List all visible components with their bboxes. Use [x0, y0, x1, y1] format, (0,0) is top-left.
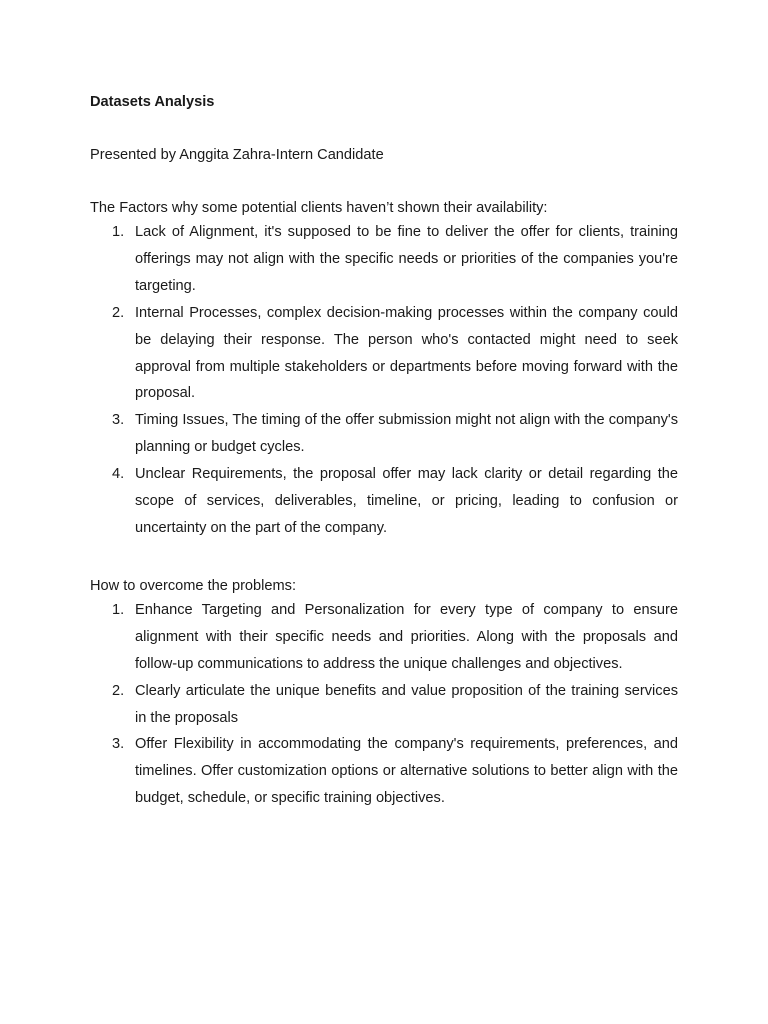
list-item-text: Offer Flexibility in accommodating the company's requirements, preferences, and timelines. Offer customization options or alternative solutions to better align with the budget, schedule, or specific training objectives.: [135, 736, 678, 807]
list-item-number: 3.: [112, 736, 125, 753]
list-item: [90, 731, 678, 812]
list-item: [90, 597, 678, 678]
list-item-number: 2.: [112, 304, 125, 321]
presenter-line: Presented by Anggita Zahra-Intern Candidate: [90, 147, 384, 163]
list-item-number: 4.: [112, 466, 125, 483]
solutions-list: [90, 597, 678, 812]
list-item-text: Unclear Requirements, the proposal offer may lack clarity or detail regarding the scope of services, deliverables, timeline, or pricing, leading to confusion or uncertainty on the part of the company.: [135, 466, 678, 536]
list-item-text: Timing Issues, The timing of the offer submission might not align with the company's planning or budget cycles.: [135, 412, 678, 456]
list-item-text: Lack of Alignment, it's supposed to be fine to deliver the offer for clients, training offerings may not align with the specific needs or priorities of the companies you're targeting.: [135, 224, 678, 294]
factors-intro: The Factors why some potential clients haven’t shown their availability:: [90, 200, 548, 216]
list-item: [90, 678, 678, 732]
solutions-intro: How to overcome the problems:: [90, 577, 297, 594]
list-item-number: 2.: [112, 682, 125, 699]
list-item: [90, 407, 678, 461]
list-item-text: Clearly articulate the unique benefits and value proposition of the training services in the proposals: [135, 682, 678, 726]
list-item-text: Internal Processes, complex decision-making processes within the company could be delaying their response. The person who's contacted might need to seek approval from multiple stakeholders or departments before moving forward with the proposal.: [135, 304, 678, 402]
list-item-number: 3.: [112, 412, 125, 429]
list-item: [90, 461, 678, 542]
document-title: Datasets Analysis: [90, 94, 215, 110]
factors-list: [90, 219, 678, 542]
document-page: [90, 92, 678, 812]
list-item: [90, 219, 678, 300]
list-item-text: Enhance Targeting and Personalization for every type of company to ensure alignment with their specific needs and priorities. Along with the proposals and follow-up communications to address the unique challenges and objectives.: [135, 601, 678, 672]
list-item-number: 1.: [112, 224, 125, 240]
list-item: [90, 300, 678, 408]
list-item-number: 1.: [112, 601, 125, 618]
